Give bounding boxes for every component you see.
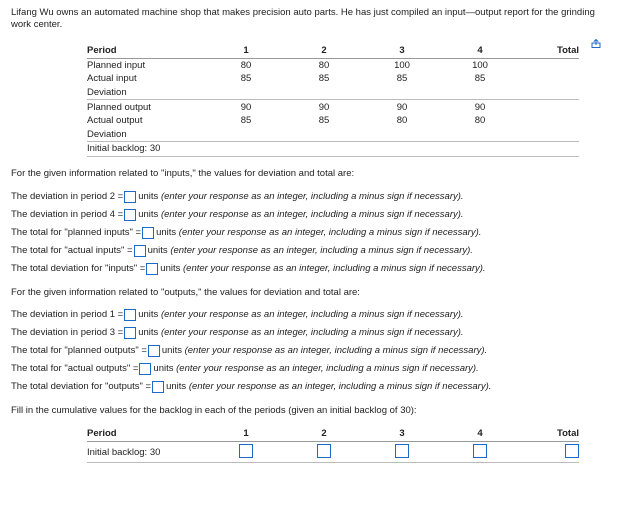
hint-text: (enter your response as an integer, including a minus sign if necessary). <box>178 227 482 238</box>
units-label: units <box>156 227 177 238</box>
header-period: Period <box>87 425 207 442</box>
question-row <box>11 361 479 376</box>
question-label: The deviation in period 4 = <box>11 209 124 220</box>
hint-text: (enter your response as an integer, including a minus sign if necessary). <box>160 191 464 202</box>
table-cell <box>207 86 285 100</box>
table-cell <box>207 128 285 142</box>
question-label: The total for "actual inputs" = <box>11 245 133 256</box>
row-label: Actual output <box>87 115 143 127</box>
hint-text: (enter your response as an integer, including a minus sign if necessary). <box>184 345 488 356</box>
table-cell <box>285 86 363 100</box>
row-label: Initial backlog: 30 <box>87 142 207 157</box>
backlog-row <box>87 442 579 463</box>
table-row <box>87 86 579 100</box>
table-cell: 100 <box>472 59 488 71</box>
table-cell: 80 <box>474 115 486 127</box>
question-row <box>11 343 487 358</box>
header-total: Total <box>519 44 579 58</box>
total-planned-outputs-input[interactable] <box>148 345 160 357</box>
hint-text: (enter your response as an integer, including a minus sign if necessary). <box>160 309 464 320</box>
table-cell: 90 <box>240 101 252 113</box>
table-cell <box>363 142 441 157</box>
table-cell: 85 <box>474 73 486 85</box>
table-cell: 85 <box>396 73 408 85</box>
table-cell <box>363 128 441 142</box>
question-label: The deviation in period 2 = <box>11 191 124 202</box>
inputs-section-heading: For the given information related to "inputs," the values for deviation and total are: <box>11 168 355 179</box>
table-cell <box>207 442 285 463</box>
header-period-4: 4 <box>441 44 519 58</box>
question-label: The total deviation for "outputs" = <box>11 381 152 392</box>
row-label: Deviation <box>87 128 207 142</box>
backlog-period-2-input[interactable] <box>317 444 331 458</box>
table-cell <box>285 128 363 142</box>
backlog-total-input[interactable] <box>565 444 579 458</box>
table-cell: 80 <box>396 115 408 127</box>
table-cell: 90 <box>318 101 330 113</box>
units-label: units <box>161 345 182 356</box>
table-cell <box>207 142 285 157</box>
question-row <box>11 261 486 276</box>
units-label: units <box>166 381 187 392</box>
row-label: Initial backlog: 30 <box>87 442 207 463</box>
outputs-section-heading: For the given information related to "outputs," the values for deviation and total are: <box>11 287 360 298</box>
question-row <box>11 207 464 222</box>
question-row <box>11 325 464 340</box>
units-label: units <box>153 363 174 374</box>
units-label: units <box>147 245 168 256</box>
header-period-3: 3 <box>363 425 441 442</box>
backlog-section-heading: Fill in the cumulative values for the backlog in each of the periods (given an initial backlog of 30): <box>11 405 417 416</box>
table-cell <box>519 72 579 86</box>
units-label: units <box>138 209 159 220</box>
table-cell: 90 <box>396 101 408 113</box>
row-label: Planned input <box>87 59 146 71</box>
table-cell <box>519 142 579 157</box>
question-row <box>11 225 481 240</box>
question-label: The deviation in period 3 = <box>11 327 124 338</box>
total-planned-inputs-input[interactable] <box>142 227 154 239</box>
header-period-1: 1 <box>207 44 285 58</box>
table-cell <box>363 86 441 100</box>
header-period-2: 2 <box>285 44 363 58</box>
header-period-4: 4 <box>441 425 519 442</box>
header-period-3: 3 <box>363 44 441 58</box>
table-cell <box>441 442 519 463</box>
table-row <box>87 128 579 142</box>
table-cell: 85 <box>240 73 252 85</box>
units-label: units <box>160 263 181 274</box>
table-cell <box>519 128 579 142</box>
table-row <box>87 100 579 114</box>
table-cell: 85 <box>318 115 330 127</box>
hint-text: (enter your response as an integer, including a minus sign if necessary). <box>160 209 464 220</box>
total-deviation-outputs-input[interactable] <box>152 381 164 393</box>
row-label: Deviation <box>87 86 207 100</box>
backlog-period-3-input[interactable] <box>395 444 409 458</box>
question-row <box>11 189 464 204</box>
table-row <box>87 142 579 157</box>
question-row <box>11 379 491 394</box>
units-label: units <box>138 327 159 338</box>
backlog-table <box>87 425 579 463</box>
question-label: The total deviation for "inputs" = <box>11 263 146 274</box>
table-cell <box>441 128 519 142</box>
table-row <box>87 72 579 86</box>
table-cell <box>441 142 519 157</box>
header-period-1: 1 <box>207 425 285 442</box>
deviation-period-2-input[interactable] <box>124 191 136 203</box>
table-cell <box>363 442 441 463</box>
backlog-header-row <box>87 425 579 442</box>
table-cell: 80 <box>318 59 330 71</box>
question-label: The total for "actual outputs" = <box>11 363 139 374</box>
deviation-period-3-input[interactable] <box>124 327 136 339</box>
question-row <box>11 243 473 258</box>
table-cell: 100 <box>394 59 410 71</box>
report-header-row <box>87 44 579 58</box>
problem-intro: Lifang Wu owns an automated machine shop that makes precision auto parts. He has just compiled an input—output report for the grinding work center. <box>11 7 595 30</box>
deviation-period-1-input[interactable] <box>124 309 136 321</box>
table-cell <box>285 442 363 463</box>
question-label: The total for "planned outputs" = <box>11 345 147 356</box>
hint-text: (enter your response as an integer, including a minus sign if necessary). <box>170 245 473 256</box>
table-cell: 85 <box>318 73 330 85</box>
backlog-period-1-input[interactable] <box>239 444 253 458</box>
upload-icon[interactable] <box>591 39 601 48</box>
total-deviation-inputs-input[interactable] <box>146 263 158 275</box>
table-cell <box>519 442 579 463</box>
table-cell <box>519 100 579 114</box>
question-label: The total for "planned inputs" = <box>11 227 142 238</box>
row-label: Planned output <box>87 101 151 113</box>
table-cell: 85 <box>240 115 252 127</box>
question-label: The deviation in period 1 = <box>11 309 124 320</box>
row-label: Actual input <box>87 73 137 85</box>
table-cell <box>519 86 579 100</box>
table-cell <box>519 114 579 128</box>
deviation-period-4-input[interactable] <box>124 209 136 221</box>
hint-text: (enter your response as an integer, including a minus sign if necessary). <box>160 327 464 338</box>
table-cell <box>519 58 579 72</box>
question-row <box>11 307 464 322</box>
table-cell: 90 <box>474 101 486 113</box>
table-cell: 80 <box>240 59 252 71</box>
header-period: Period <box>87 44 207 58</box>
table-cell <box>285 142 363 157</box>
total-actual-inputs-input[interactable] <box>134 245 146 257</box>
total-actual-outputs-input[interactable] <box>139 363 151 375</box>
table-row <box>87 114 579 128</box>
backlog-period-4-input[interactable] <box>473 444 487 458</box>
hint-text: (enter your response as an integer, including a minus sign if necessary). <box>176 363 479 374</box>
table-row <box>87 58 579 72</box>
input-output-report-table <box>87 44 579 157</box>
hint-text: (enter your response as an integer, including a minus sign if necessary). <box>188 381 492 392</box>
table-cell <box>441 86 519 100</box>
units-label: units <box>138 191 159 202</box>
header-total: Total <box>519 425 579 442</box>
units-label: units <box>138 309 159 320</box>
hint-text: (enter your response as an integer, including a minus sign if necessary). <box>183 263 486 274</box>
header-period-2: 2 <box>285 425 363 442</box>
